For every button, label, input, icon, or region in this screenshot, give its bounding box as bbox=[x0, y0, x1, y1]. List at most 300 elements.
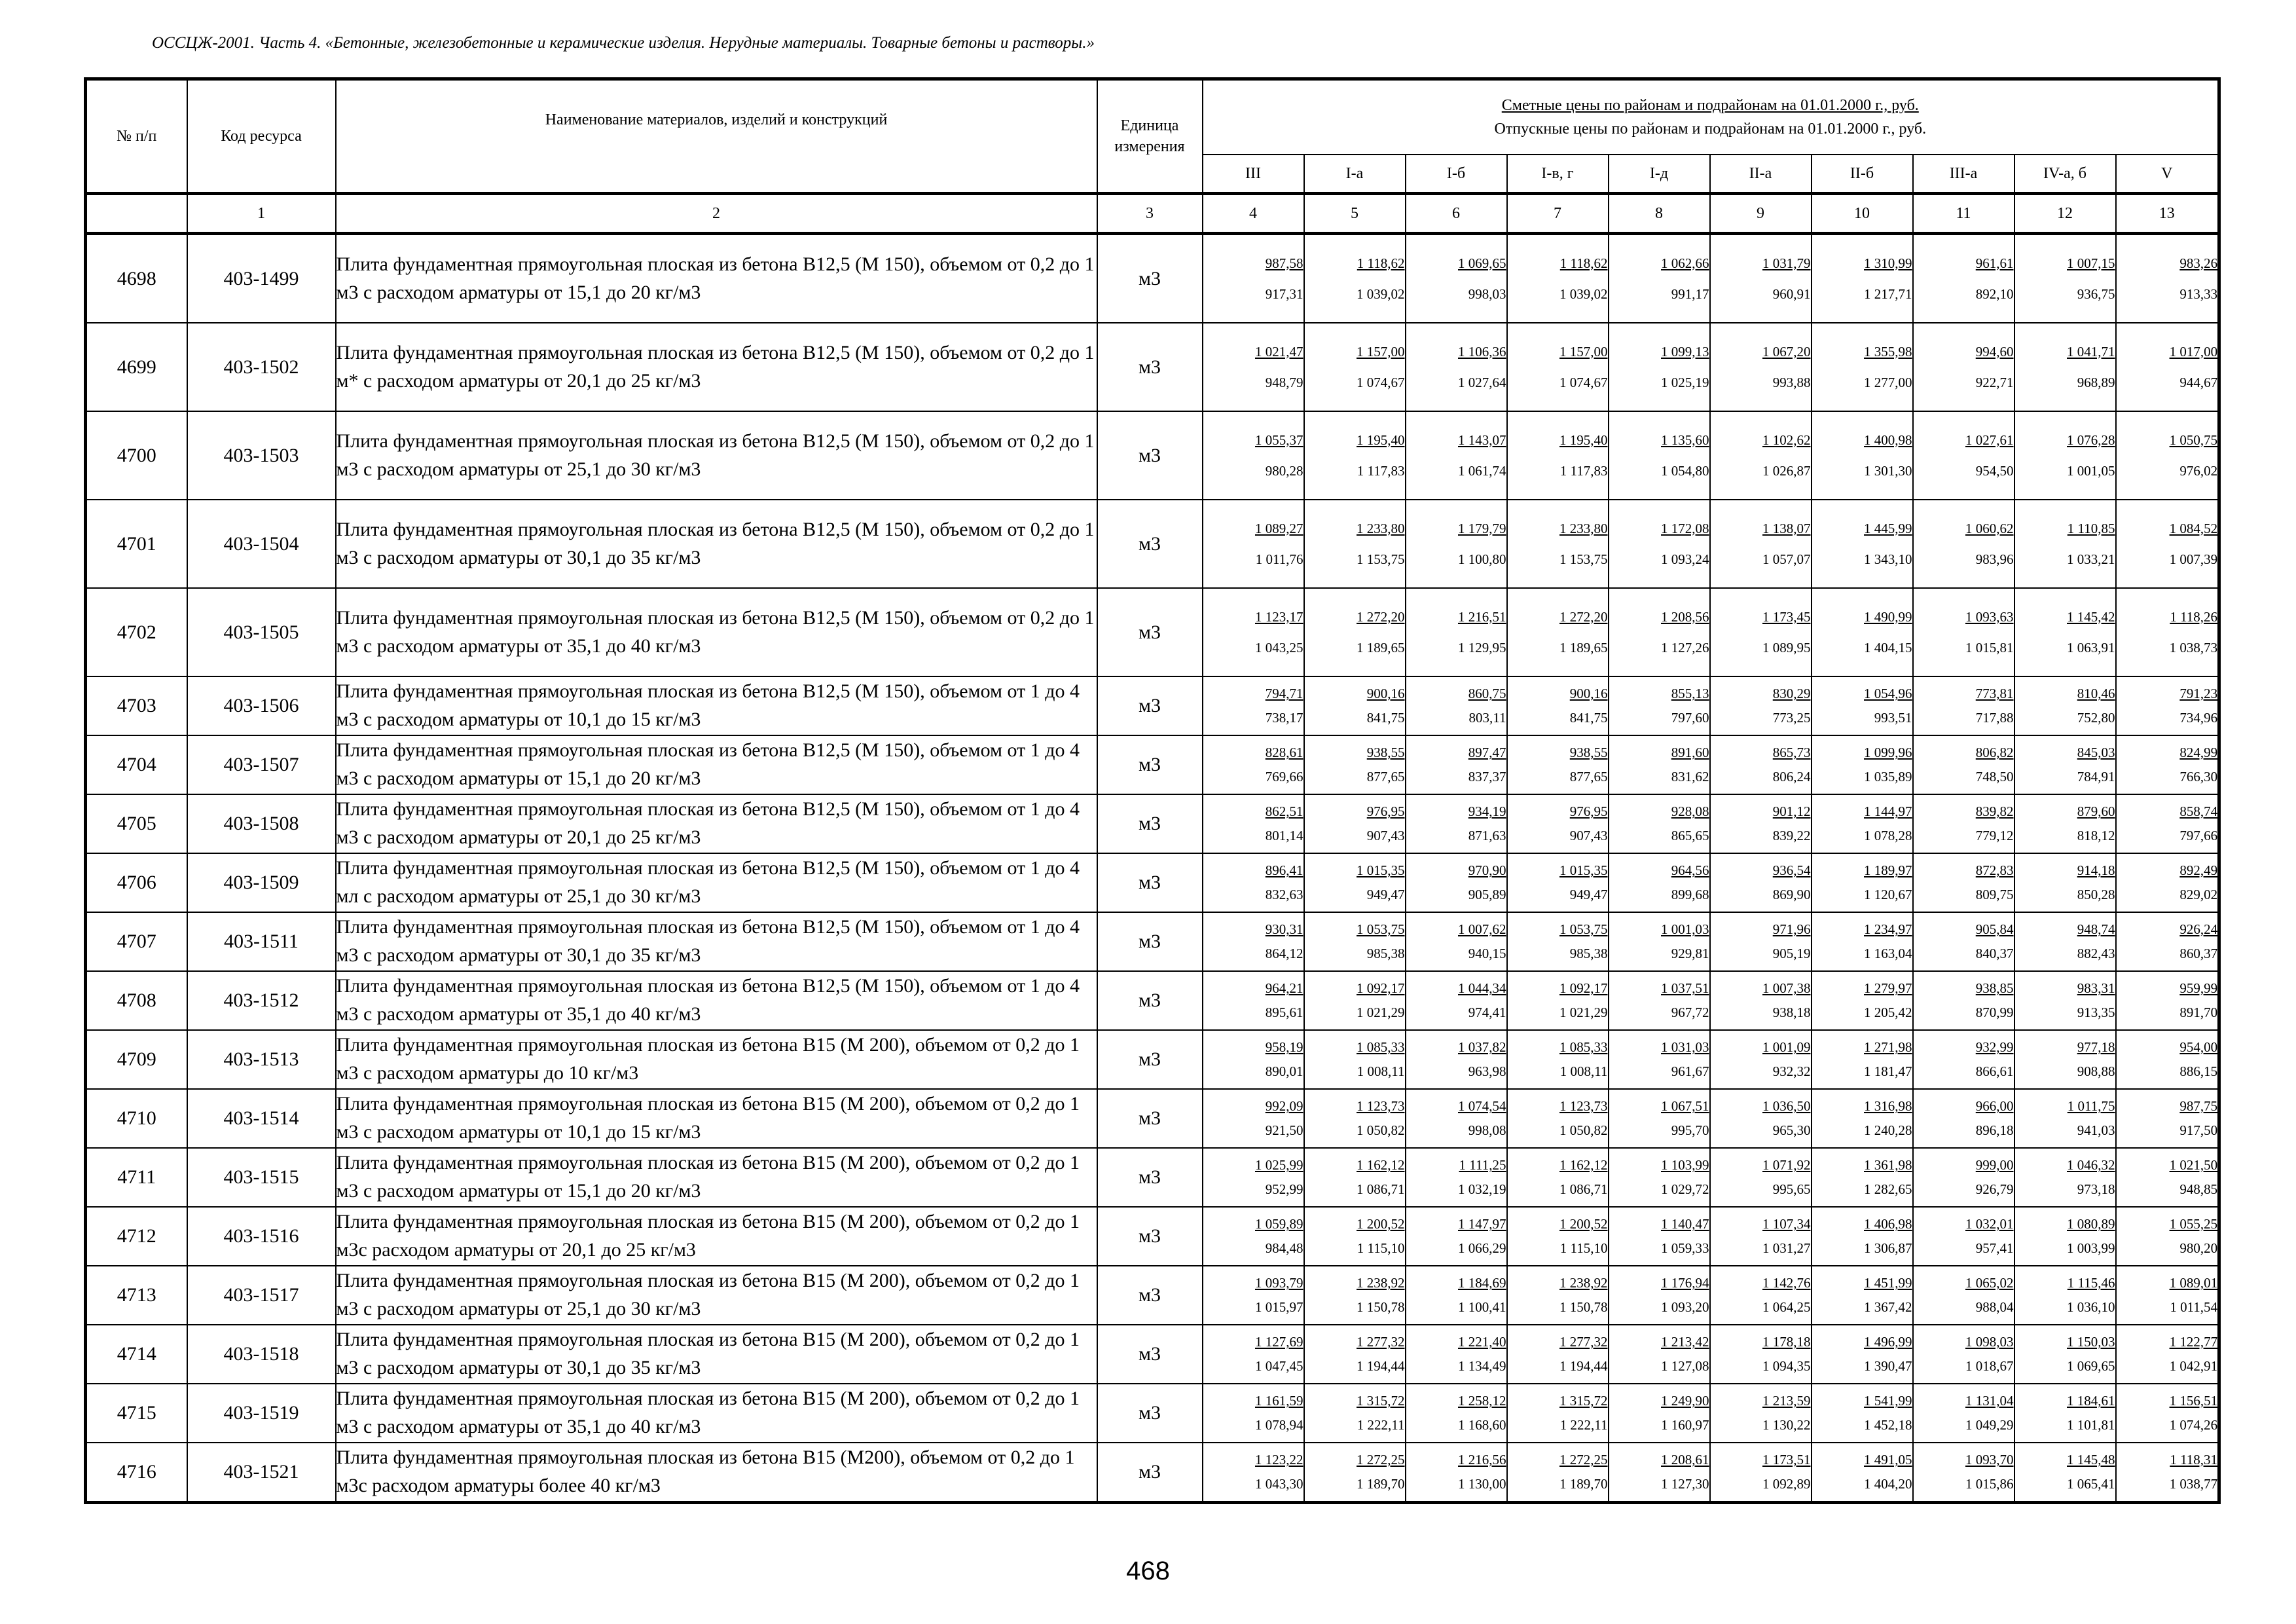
release-price: 1 404,20 bbox=[1864, 1476, 1912, 1492]
price-cell bbox=[1710, 588, 1812, 676]
price-cell bbox=[1406, 853, 1507, 912]
row-index: 4713 bbox=[86, 1266, 187, 1325]
release-price: 1 059,33 bbox=[1661, 1240, 1709, 1256]
estimate-price: 1 127,69 bbox=[1255, 1334, 1303, 1350]
price-cell bbox=[1710, 1030, 1812, 1089]
price-cell bbox=[1507, 500, 1609, 588]
release-price: 831,62 bbox=[1671, 769, 1709, 784]
price-cell bbox=[1304, 1030, 1406, 1089]
resource-code: 403-1521 bbox=[187, 1443, 336, 1503]
resource-code: 403-1499 bbox=[187, 234, 336, 323]
release-price: 1 018,67 bbox=[1965, 1358, 2014, 1374]
price-cell bbox=[2014, 735, 2116, 794]
price-cell bbox=[1203, 500, 1304, 588]
release-price: 932,32 bbox=[1772, 1063, 1811, 1079]
unit: м3 bbox=[1097, 1207, 1203, 1266]
estimate-price: 958,19 bbox=[1265, 1039, 1303, 1055]
release-price: 1 043,25 bbox=[1255, 639, 1303, 655]
release-price: 944,67 bbox=[2179, 374, 2218, 390]
price-cell bbox=[1812, 411, 1913, 500]
row-index: 4705 bbox=[86, 794, 187, 853]
release-price: 769,66 bbox=[1265, 769, 1303, 784]
release-price: 1 120,67 bbox=[1864, 887, 1912, 902]
release-price: 1 153,75 bbox=[1357, 551, 1405, 567]
estimate-price: 824,99 bbox=[2179, 745, 2218, 760]
column-number: 1 bbox=[187, 194, 336, 234]
estimate-price: 1 107,34 bbox=[1762, 1216, 1811, 1232]
price-cell bbox=[1406, 500, 1507, 588]
estimate-price: 896,41 bbox=[1265, 862, 1303, 878]
price-cell bbox=[2116, 735, 2219, 794]
estimate-price: 1 272,20 bbox=[1357, 608, 1405, 625]
table-row bbox=[86, 912, 2219, 971]
release-price: 1 150,78 bbox=[1559, 1299, 1608, 1315]
release-price: 949,47 bbox=[1366, 887, 1405, 902]
unit: м3 bbox=[1097, 676, 1203, 735]
release-price: 797,66 bbox=[2179, 828, 2218, 843]
price-cell bbox=[1406, 588, 1507, 676]
estimate-price: 1 156,51 bbox=[2169, 1393, 2218, 1409]
release-price: 985,38 bbox=[1569, 946, 1608, 961]
estimate-price: 1 065,02 bbox=[1965, 1275, 2014, 1291]
column-number: 3 bbox=[1097, 194, 1203, 234]
release-price: 1 240,28 bbox=[1864, 1122, 1912, 1138]
estimate-price: 1 277,32 bbox=[1357, 1334, 1405, 1350]
price-cell bbox=[1913, 1207, 2014, 1266]
header-release-prices: Отпускные цены по районам и подрайонам на 01.01.2000 г., руб. bbox=[1494, 120, 1927, 138]
unit: м3 bbox=[1097, 1030, 1203, 1089]
release-price: 832,63 bbox=[1265, 887, 1303, 902]
release-price: 1 127,26 bbox=[1661, 639, 1709, 655]
release-price: 738,17 bbox=[1265, 710, 1303, 726]
estimate-price: 1 118,62 bbox=[1559, 255, 1608, 271]
price-cell bbox=[1913, 234, 2014, 323]
price-cell bbox=[1913, 588, 2014, 676]
estimate-price: 1 157,00 bbox=[1357, 343, 1405, 360]
row-index: 4700 bbox=[86, 411, 187, 500]
estimate-price: 964,56 bbox=[1671, 862, 1709, 878]
estimate-price: 1 037,82 bbox=[1458, 1039, 1506, 1055]
price-cell bbox=[2014, 853, 2116, 912]
material-name: Плита фундаментная прямоугольная плоская из бетона В15 (М 200), объемом от 0,2 до 1 м3 с расходом арматуры от 35,1 до 40 кг/м3 bbox=[336, 1384, 1097, 1443]
estimate-price: 983,26 bbox=[2179, 255, 2218, 271]
estimate-price: 810,46 bbox=[2077, 686, 2115, 701]
price-cell bbox=[1913, 853, 2014, 912]
release-price: 1 343,10 bbox=[1864, 551, 1912, 567]
table-row bbox=[86, 500, 2219, 588]
estimate-price: 901,12 bbox=[1772, 803, 1811, 819]
estimate-price: 1 001,03 bbox=[1661, 921, 1709, 937]
estimate-price: 1 272,20 bbox=[1559, 608, 1608, 625]
material-name: Плита фундаментная прямоугольная плоская из бетона В12,5 (М 150), объемом от 0,2 до 1 м3 с расходом арматуры от 25,1 до 30 кг/м3 bbox=[336, 411, 1097, 500]
estimate-price: 872,83 bbox=[1975, 862, 2014, 878]
release-price: 998,08 bbox=[1468, 1122, 1506, 1138]
price-cell bbox=[1812, 1030, 1913, 1089]
row-index: 4714 bbox=[86, 1325, 187, 1384]
estimate-price: 1 140,47 bbox=[1661, 1216, 1709, 1232]
release-price: 748,50 bbox=[1975, 769, 2014, 784]
price-cell bbox=[1304, 1148, 1406, 1207]
estimate-price: 1 176,94 bbox=[1661, 1275, 1709, 1291]
estimate-price: 862,51 bbox=[1265, 803, 1303, 819]
release-price: 1 069,65 bbox=[2067, 1358, 2115, 1374]
price-cell bbox=[1507, 1325, 1609, 1384]
estimate-price: 1 021,47 bbox=[1255, 343, 1303, 360]
price-cell bbox=[1609, 1030, 1710, 1089]
material-name: Плита фундаментная прямоугольная плоская из бетона В15 (М 200), объемом от 0,2 до 1 м3 с расходом арматуры от 15,1 до 20 кг/м3 bbox=[336, 1148, 1097, 1207]
price-cell bbox=[1507, 411, 1609, 500]
row-index: 4704 bbox=[86, 735, 187, 794]
release-price: 839,22 bbox=[1772, 828, 1811, 843]
estimate-price: 938,55 bbox=[1366, 745, 1405, 760]
row-index: 4716 bbox=[86, 1443, 187, 1503]
price-cell bbox=[2116, 1089, 2219, 1148]
estimate-price: 1 085,33 bbox=[1559, 1039, 1608, 1055]
price-cell bbox=[2116, 853, 2219, 912]
price-cell bbox=[2116, 912, 2219, 971]
estimate-price: 1 138,07 bbox=[1762, 520, 1811, 536]
price-cell bbox=[1304, 411, 1406, 500]
row-index: 4699 bbox=[86, 323, 187, 411]
release-price: 850,28 bbox=[2077, 887, 2115, 902]
price-cell bbox=[1913, 794, 2014, 853]
table-row bbox=[86, 323, 2219, 411]
release-price: 936,75 bbox=[2077, 286, 2115, 302]
price-cell bbox=[1507, 794, 1609, 853]
estimate-price: 1 355,98 bbox=[1864, 343, 1912, 360]
release-price: 840,37 bbox=[1975, 946, 2014, 961]
release-price: 1 054,80 bbox=[1661, 462, 1709, 479]
estimate-price: 1 050,75 bbox=[2169, 432, 2218, 448]
table-row bbox=[86, 794, 2219, 853]
estimate-price: 987,75 bbox=[2179, 1098, 2218, 1114]
estimate-price: 865,73 bbox=[1772, 745, 1811, 760]
release-price: 1 064,25 bbox=[1762, 1299, 1811, 1315]
release-price: 917,31 bbox=[1265, 286, 1303, 302]
estimate-price: 1 451,99 bbox=[1864, 1275, 1912, 1291]
price-cell bbox=[1913, 1266, 2014, 1325]
estimate-price: 1 099,13 bbox=[1661, 343, 1709, 360]
page-number: 468 bbox=[1126, 1557, 1170, 1585]
price-cell bbox=[1710, 735, 1812, 794]
price-cell bbox=[1507, 971, 1609, 1030]
estimate-price: 1 115,46 bbox=[2067, 1275, 2115, 1291]
price-cell bbox=[2116, 500, 2219, 588]
estimate-price: 1 093,70 bbox=[1965, 1452, 2014, 1467]
price-cell bbox=[1406, 735, 1507, 794]
estimate-price: 830,29 bbox=[1772, 686, 1811, 701]
release-price: 871,63 bbox=[1468, 828, 1506, 843]
price-cell bbox=[1304, 912, 1406, 971]
estimate-price: 1 496,99 bbox=[1864, 1334, 1912, 1350]
estimate-price: 1 258,12 bbox=[1458, 1393, 1506, 1409]
table-row bbox=[86, 1030, 2219, 1089]
estimate-price: 1 123,17 bbox=[1255, 608, 1303, 625]
price-cell bbox=[2014, 1207, 2116, 1266]
estimate-price: 1 144,97 bbox=[1864, 803, 1912, 819]
header-region: II-а bbox=[1710, 155, 1812, 194]
release-price: 806,24 bbox=[1772, 769, 1811, 784]
price-cell bbox=[1203, 234, 1304, 323]
row-index: 4698 bbox=[86, 234, 187, 323]
estimate-price: 1 184,61 bbox=[2067, 1393, 2115, 1409]
unit: м3 bbox=[1097, 234, 1203, 323]
header-name: Наименование материалов, изделий и конструкций bbox=[336, 79, 1097, 194]
price-cell bbox=[2014, 794, 2116, 853]
price-cell bbox=[2014, 676, 2116, 735]
estimate-price: 964,21 bbox=[1265, 980, 1303, 996]
release-price: 1 092,89 bbox=[1762, 1476, 1811, 1492]
price-cell bbox=[1203, 1089, 1304, 1148]
release-price: 1 074,67 bbox=[1559, 374, 1608, 390]
release-price: 1 093,24 bbox=[1661, 551, 1709, 567]
table-row bbox=[86, 1325, 2219, 1384]
price-cell bbox=[1710, 971, 1812, 1030]
price-cell bbox=[1609, 1443, 1710, 1503]
release-price: 1 129,95 bbox=[1458, 639, 1506, 655]
resource-code: 403-1515 bbox=[187, 1148, 336, 1207]
estimate-price: 1 145,48 bbox=[2067, 1452, 2115, 1467]
header-region: V bbox=[2116, 155, 2219, 194]
price-cell bbox=[1609, 1148, 1710, 1207]
resource-code: 403-1505 bbox=[187, 588, 336, 676]
release-price: 1 011,54 bbox=[2170, 1299, 2218, 1315]
release-price: 960,91 bbox=[1772, 286, 1811, 302]
column-number: 6 bbox=[1406, 194, 1507, 234]
price-cell bbox=[1710, 912, 1812, 971]
release-price: 779,12 bbox=[1975, 828, 2014, 843]
estimate-price: 1 071,92 bbox=[1762, 1157, 1811, 1173]
estimate-price: 961,61 bbox=[1975, 255, 2014, 271]
estimate-price: 1 221,40 bbox=[1458, 1334, 1506, 1350]
row-index: 4710 bbox=[86, 1089, 187, 1148]
resource-code: 403-1516 bbox=[187, 1207, 336, 1266]
price-cell bbox=[2014, 234, 2116, 323]
price-cell bbox=[1812, 735, 1913, 794]
price-cell bbox=[1507, 676, 1609, 735]
estimate-price: 1 123,22 bbox=[1255, 1452, 1303, 1467]
estimate-price: 1 102,62 bbox=[1762, 432, 1811, 448]
estimate-price: 976,95 bbox=[1366, 803, 1405, 819]
price-cell bbox=[1913, 500, 2014, 588]
header-index: № п/п bbox=[86, 79, 187, 194]
header-prices bbox=[1203, 79, 2219, 155]
release-price: 1 117,83 bbox=[1559, 462, 1608, 479]
release-price: 860,37 bbox=[2179, 946, 2218, 961]
price-cell bbox=[1203, 323, 1304, 411]
price-cell bbox=[1812, 794, 1913, 853]
release-price: 1 066,29 bbox=[1458, 1240, 1506, 1256]
estimate-price: 1 400,98 bbox=[1864, 432, 1912, 448]
release-price: 905,19 bbox=[1772, 946, 1811, 961]
price-cell bbox=[1609, 411, 1710, 500]
price-cell bbox=[2116, 234, 2219, 323]
price-cell bbox=[1203, 676, 1304, 735]
release-price: 1 189,70 bbox=[1357, 1476, 1405, 1492]
price-cell bbox=[1913, 912, 2014, 971]
material-name: Плита фундаментная прямоугольная плоская из бетона В12,5 (М 150), объемом от 0,2 до 1 м3 с расходом арматуры от 15,1 до 20 кг/м3 bbox=[336, 234, 1097, 323]
release-price: 1 007,39 bbox=[2169, 551, 2218, 567]
release-price: 1 153,75 bbox=[1559, 551, 1608, 567]
price-cell bbox=[1913, 735, 2014, 794]
release-price: 896,18 bbox=[1975, 1122, 2014, 1138]
release-price: 984,48 bbox=[1265, 1240, 1303, 1256]
resource-code: 403-1513 bbox=[187, 1030, 336, 1089]
estimate-price: 954,00 bbox=[2179, 1039, 2218, 1055]
unit: м3 bbox=[1097, 1148, 1203, 1207]
release-price: 1 160,97 bbox=[1661, 1417, 1709, 1433]
estimate-price: 1 315,72 bbox=[1559, 1393, 1608, 1409]
estimate-price: 1 541,99 bbox=[1864, 1393, 1912, 1409]
row-index: 4703 bbox=[86, 676, 187, 735]
estimate-price: 1 213,42 bbox=[1661, 1334, 1709, 1350]
estimate-price: 806,82 bbox=[1975, 745, 2014, 760]
release-price: 882,43 bbox=[2077, 946, 2115, 961]
estimate-price: 1 310,99 bbox=[1864, 255, 1912, 271]
price-cell bbox=[1203, 1207, 1304, 1266]
price-cell bbox=[1406, 234, 1507, 323]
estimate-price: 1 195,40 bbox=[1559, 432, 1608, 448]
price-cell bbox=[1609, 1207, 1710, 1266]
release-price: 1 038,73 bbox=[2169, 639, 2218, 655]
release-price: 1 086,71 bbox=[1559, 1181, 1608, 1197]
price-cell bbox=[1203, 1325, 1304, 1384]
price-cell bbox=[1609, 735, 1710, 794]
price-table bbox=[84, 77, 2221, 1504]
release-price: 837,37 bbox=[1468, 769, 1506, 784]
price-cell bbox=[2014, 1325, 2116, 1384]
price-cell bbox=[1913, 1089, 2014, 1148]
unit: м3 bbox=[1097, 500, 1203, 588]
estimate-price: 1 272,25 bbox=[1357, 1452, 1405, 1467]
estimate-price: 1 041,71 bbox=[2067, 343, 2115, 360]
price-cell bbox=[1609, 912, 1710, 971]
price-cell bbox=[1203, 912, 1304, 971]
material-name: Плита фундаментная прямоугольная плоская из бетона В15 (М 200), объемом от 0,2 до 1 м3с расходом арматуры от 20,1 до 25 кг/м3 bbox=[336, 1207, 1097, 1266]
price-cell bbox=[1812, 1325, 1913, 1384]
estimate-price: 860,75 bbox=[1468, 686, 1506, 701]
release-price: 913,33 bbox=[2179, 286, 2218, 302]
resource-code: 403-1509 bbox=[187, 853, 336, 912]
release-price: 803,11 bbox=[1468, 710, 1506, 726]
price-cell bbox=[1507, 912, 1609, 971]
release-price: 995,70 bbox=[1671, 1122, 1709, 1138]
price-cell bbox=[1304, 853, 1406, 912]
estimate-price: 1 178,18 bbox=[1762, 1334, 1811, 1350]
release-price: 1 163,04 bbox=[1864, 946, 1912, 961]
price-cell bbox=[1609, 588, 1710, 676]
table-row bbox=[86, 234, 2219, 323]
price-cell bbox=[1304, 323, 1406, 411]
price-cell bbox=[2014, 1443, 2116, 1503]
material-name: Плита фундаментная прямоугольная плоская из бетона В12,5 (М 150), объемом от 1 до 4 м3 с расходом арматуры от 15,1 до 20 кг/м3 bbox=[336, 735, 1097, 794]
release-price: 1 086,71 bbox=[1357, 1181, 1405, 1197]
price-cell bbox=[2014, 1148, 2116, 1207]
estimate-price: 1 200,52 bbox=[1357, 1216, 1405, 1232]
price-cell bbox=[1406, 1384, 1507, 1443]
estimate-price: 938,85 bbox=[1975, 980, 2014, 996]
estimate-price: 1 031,79 bbox=[1762, 255, 1811, 271]
release-price: 1 093,20 bbox=[1661, 1299, 1709, 1315]
price-cell bbox=[2116, 411, 2219, 500]
estimate-price: 1 027,61 bbox=[1965, 432, 2014, 448]
price-cell bbox=[1710, 234, 1812, 323]
resource-code: 403-1507 bbox=[187, 735, 336, 794]
price-cell bbox=[1406, 912, 1507, 971]
release-price: 1 277,00 bbox=[1864, 374, 1912, 390]
material-name: Плита фундаментная прямоугольная плоская из бетона В12,5 (М 150), объемом от 1 до 4 м3 с расходом арматуры от 20,1 до 25 кг/м3 bbox=[336, 794, 1097, 853]
release-price: 1 089,95 bbox=[1762, 639, 1811, 655]
material-name: Плита фундаментная прямоугольная плоская из бетона В15 (М200), объемом от 0,2 до 1 м3с расходом арматуры более 40 кг/м3 bbox=[336, 1443, 1097, 1503]
estimate-price: 1 316,98 bbox=[1864, 1098, 1912, 1114]
price-cell bbox=[1203, 971, 1304, 1030]
material-name: Плита фундаментная прямоугольная плоская из бетона В15 (М 200), объемом от 0,2 до 1 м3 с расходом арматуры от 30,1 до 35 кг/м3 bbox=[336, 1325, 1097, 1384]
price-cell bbox=[2014, 971, 2116, 1030]
price-cell bbox=[1812, 500, 1913, 588]
price-cell bbox=[2014, 588, 2116, 676]
header-region: I-в, г bbox=[1507, 155, 1609, 194]
estimate-price: 1 162,12 bbox=[1357, 1157, 1405, 1173]
price-cell bbox=[1304, 971, 1406, 1030]
release-price: 1 011,76 bbox=[1255, 551, 1303, 567]
price-cell bbox=[1812, 1089, 1913, 1148]
estimate-price: 1 406,98 bbox=[1864, 1216, 1912, 1232]
estimate-price: 897,47 bbox=[1468, 745, 1506, 760]
unit: м3 bbox=[1097, 1384, 1203, 1443]
estimate-price: 1 074,54 bbox=[1458, 1098, 1506, 1114]
price-cell bbox=[2116, 1266, 2219, 1325]
price-cell bbox=[2014, 411, 2116, 500]
unit: м3 bbox=[1097, 794, 1203, 853]
release-price: 1 282,65 bbox=[1864, 1181, 1912, 1197]
resource-code: 403-1506 bbox=[187, 676, 336, 735]
price-cell bbox=[1609, 853, 1710, 912]
release-price: 1 404,15 bbox=[1864, 639, 1912, 655]
release-price: 998,03 bbox=[1468, 286, 1506, 302]
release-price: 961,67 bbox=[1671, 1063, 1709, 1079]
resource-code: 403-1517 bbox=[187, 1266, 336, 1325]
unit: м3 bbox=[1097, 1089, 1203, 1148]
price-cell bbox=[1913, 1443, 2014, 1503]
price-cell bbox=[1406, 1148, 1507, 1207]
estimate-price: 905,84 bbox=[1975, 921, 2014, 937]
price-cell bbox=[1609, 234, 1710, 323]
release-price: 948,85 bbox=[2179, 1181, 2218, 1197]
price-cell bbox=[1304, 234, 1406, 323]
estimate-price: 1 271,98 bbox=[1864, 1039, 1912, 1055]
price-cell bbox=[1203, 1384, 1304, 1443]
price-cell bbox=[1812, 1148, 1913, 1207]
price-cell bbox=[1203, 735, 1304, 794]
row-index: 4712 bbox=[86, 1207, 187, 1266]
release-price: 773,25 bbox=[1772, 710, 1811, 726]
resource-code: 403-1503 bbox=[187, 411, 336, 500]
header-resource-code: Код ресурса bbox=[187, 79, 336, 194]
estimate-price: 938,55 bbox=[1569, 745, 1608, 760]
release-price: 926,79 bbox=[1975, 1181, 2014, 1197]
release-price: 940,15 bbox=[1468, 946, 1506, 961]
estimate-price: 845,03 bbox=[2077, 745, 2115, 760]
release-price: 1 021,29 bbox=[1357, 1005, 1405, 1020]
row-index: 4711 bbox=[86, 1148, 187, 1207]
release-price: 865,65 bbox=[1671, 828, 1709, 843]
resource-code: 403-1502 bbox=[187, 323, 336, 411]
release-price: 877,65 bbox=[1569, 769, 1608, 784]
resource-code: 403-1511 bbox=[187, 912, 336, 971]
estimate-price: 1 085,33 bbox=[1357, 1039, 1405, 1055]
price-cell bbox=[2116, 971, 2219, 1030]
price-cell bbox=[1913, 676, 2014, 735]
